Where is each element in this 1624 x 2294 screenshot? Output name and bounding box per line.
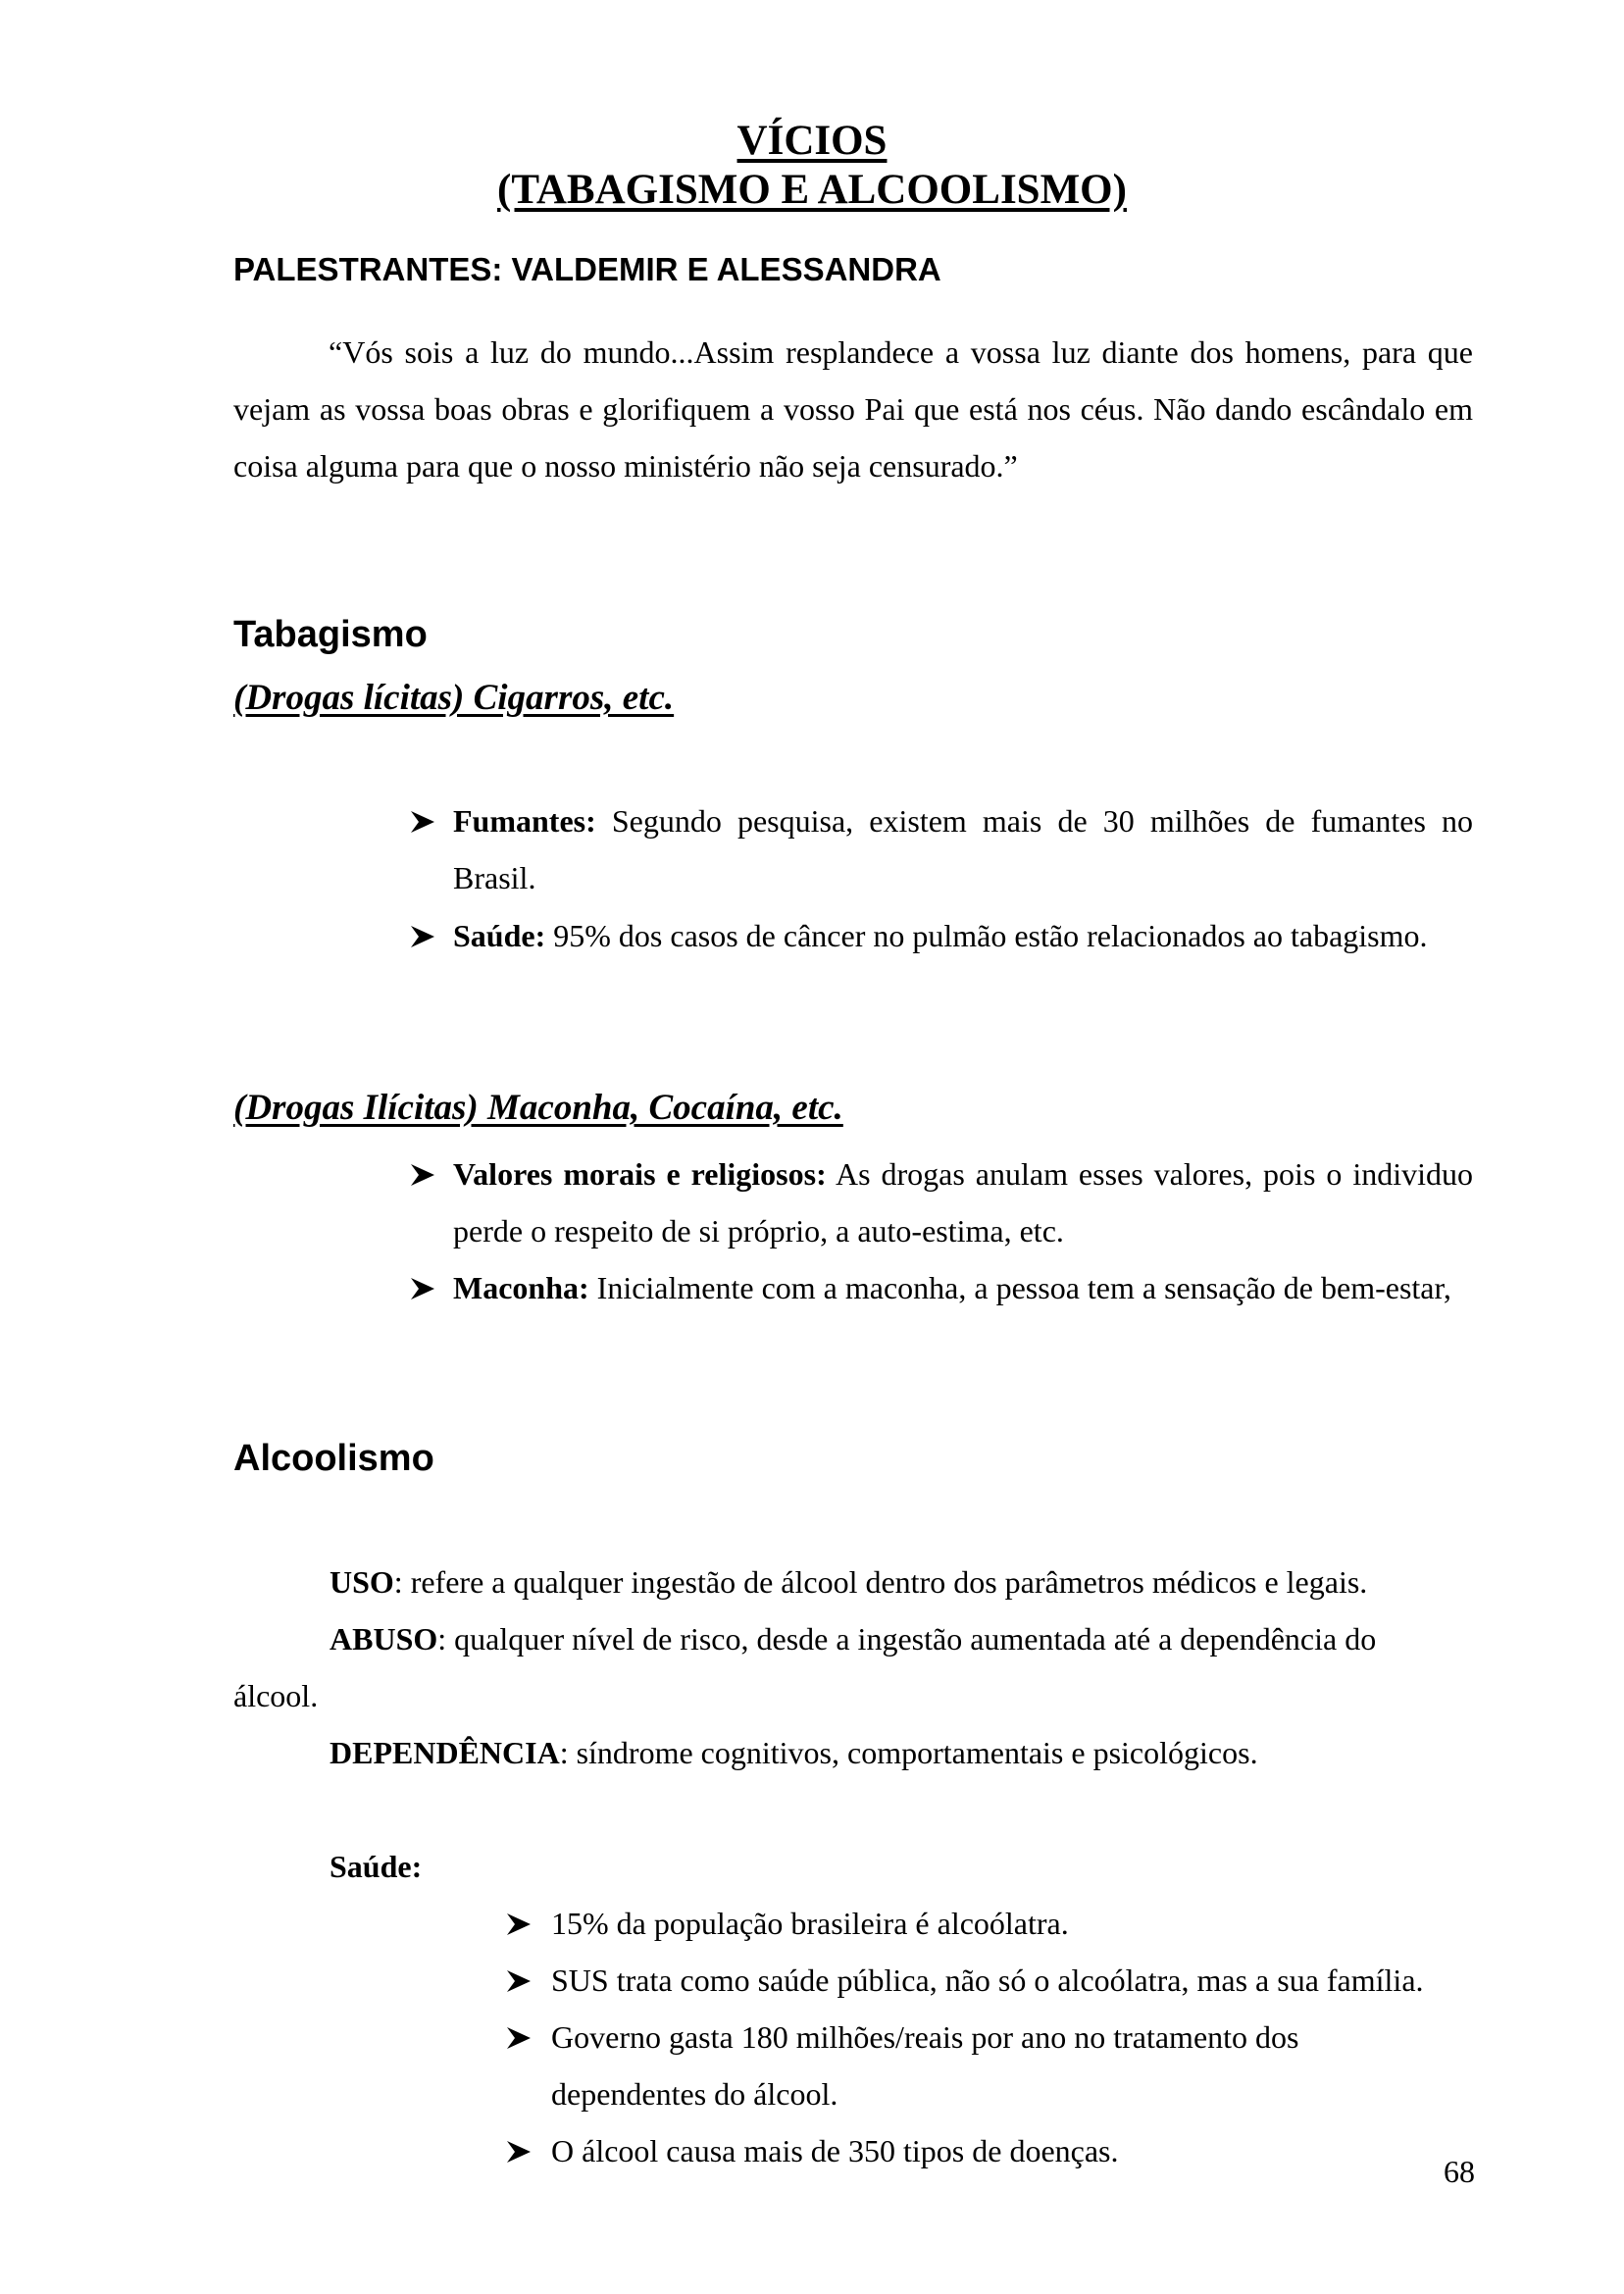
item-body: Segundo pesquisa, existem mais de 30 milhões de fumantes no Brasil. xyxy=(453,803,1474,895)
uso-text: : refere a qualquer ingestão de álcool dentro dos parâmetros médicos e legais. xyxy=(393,1564,1368,1600)
list-item-text xyxy=(453,1259,1473,1316)
uso-label: USO xyxy=(330,1564,394,1600)
page-number: 68 xyxy=(1444,2154,1475,2189)
page-title-line1: VÍCIOS xyxy=(736,118,888,164)
abuso-text: : qualquer nível de risco, desde a ingestão aumentada até a dependência do xyxy=(437,1621,1377,1657)
item-label: Saúde: xyxy=(453,918,546,953)
arrowhead-bullet-icon xyxy=(410,810,435,834)
item-label: Fumantes: xyxy=(453,803,596,839)
heading-tabagismo: Tabagismo xyxy=(233,614,428,655)
dependencia-label: DEPENDÊNCIA xyxy=(330,1735,560,1770)
item-label: Valores morais e religiosos: xyxy=(453,1156,827,1192)
subheading-drogas-ilicitas: (Drogas Ilícitas) Maconha, Cocaína, etc. xyxy=(233,1088,843,1128)
item-body: 95% dos casos de câncer no pulmão estão relacionados ao tabagismo. xyxy=(553,918,1428,953)
arrowhead-bullet-icon xyxy=(506,1912,532,1936)
abuso-label: ABUSO xyxy=(330,1621,438,1657)
saude-label: Saúde: xyxy=(330,1849,423,1884)
heading-alcoolismo: Alcoolismo xyxy=(233,1438,434,1479)
item-body: Inicialmente com a maconha, a pessoa tem a sensação de bem-estar, xyxy=(596,1270,1451,1305)
arrowhead-bullet-icon xyxy=(410,1163,435,1187)
arrowhead-bullet-icon xyxy=(506,2026,532,2050)
list-item-text xyxy=(453,1146,1473,1259)
abuso-continuation: álcool. xyxy=(233,1678,319,1713)
list-item-text xyxy=(453,907,1493,964)
list-item-text: Governo gasta 180 milhões/reais por ano no tratamento dos dependentes do álcool. xyxy=(551,2019,1299,2112)
subheading-drogas-licitas: (Drogas lícitas) Cigarros, etc. xyxy=(233,678,675,718)
arrowhead-bullet-icon xyxy=(506,1969,532,1993)
dependencia-text: : síndrome cognitivos, comportamentais e psicológicos. xyxy=(559,1735,1258,1770)
arrowhead-bullet-icon xyxy=(410,925,435,948)
quote-paragraph: “Vós sois a luz do mundo...Assim resplandece a vossa luz diante dos homens, para que vejam as vossa boas obras e glorifiquem a vosso Pai que está nos céus. Não dando escândalo em coisa alguma para que o nosso ministério não seja censurado.” xyxy=(233,334,1473,484)
speakers-line: PALESTRANTES: VALDEMIR E ALESSANDRA xyxy=(233,251,941,287)
list-item-text xyxy=(453,792,1473,906)
list-item-text: 15% da população brasileira é alcoólatra. xyxy=(551,1906,1069,1941)
list-item-text: O álcool causa mais de 350 tipos de doenças. xyxy=(551,2133,1119,2168)
arrowhead-bullet-icon xyxy=(410,1277,435,1300)
abuso-definition xyxy=(330,1610,1376,1667)
page-title-line2: (TABAGISMO E ALCOOLISMO) xyxy=(497,167,1127,213)
dependencia-definition xyxy=(330,1724,1258,1781)
item-label: Maconha: xyxy=(453,1270,589,1305)
uso-definition xyxy=(330,1554,1367,1610)
item-body: As drogas anulam esses valores, pois o individuo perde o respeito de si próprio, a auto-estima, etc. xyxy=(453,1156,1474,1249)
list-item-text: SUS trata como saúde pública, não só o alcoólatra, mas a sua família. xyxy=(551,1963,1424,1998)
arrowhead-bullet-icon xyxy=(506,2140,532,2164)
